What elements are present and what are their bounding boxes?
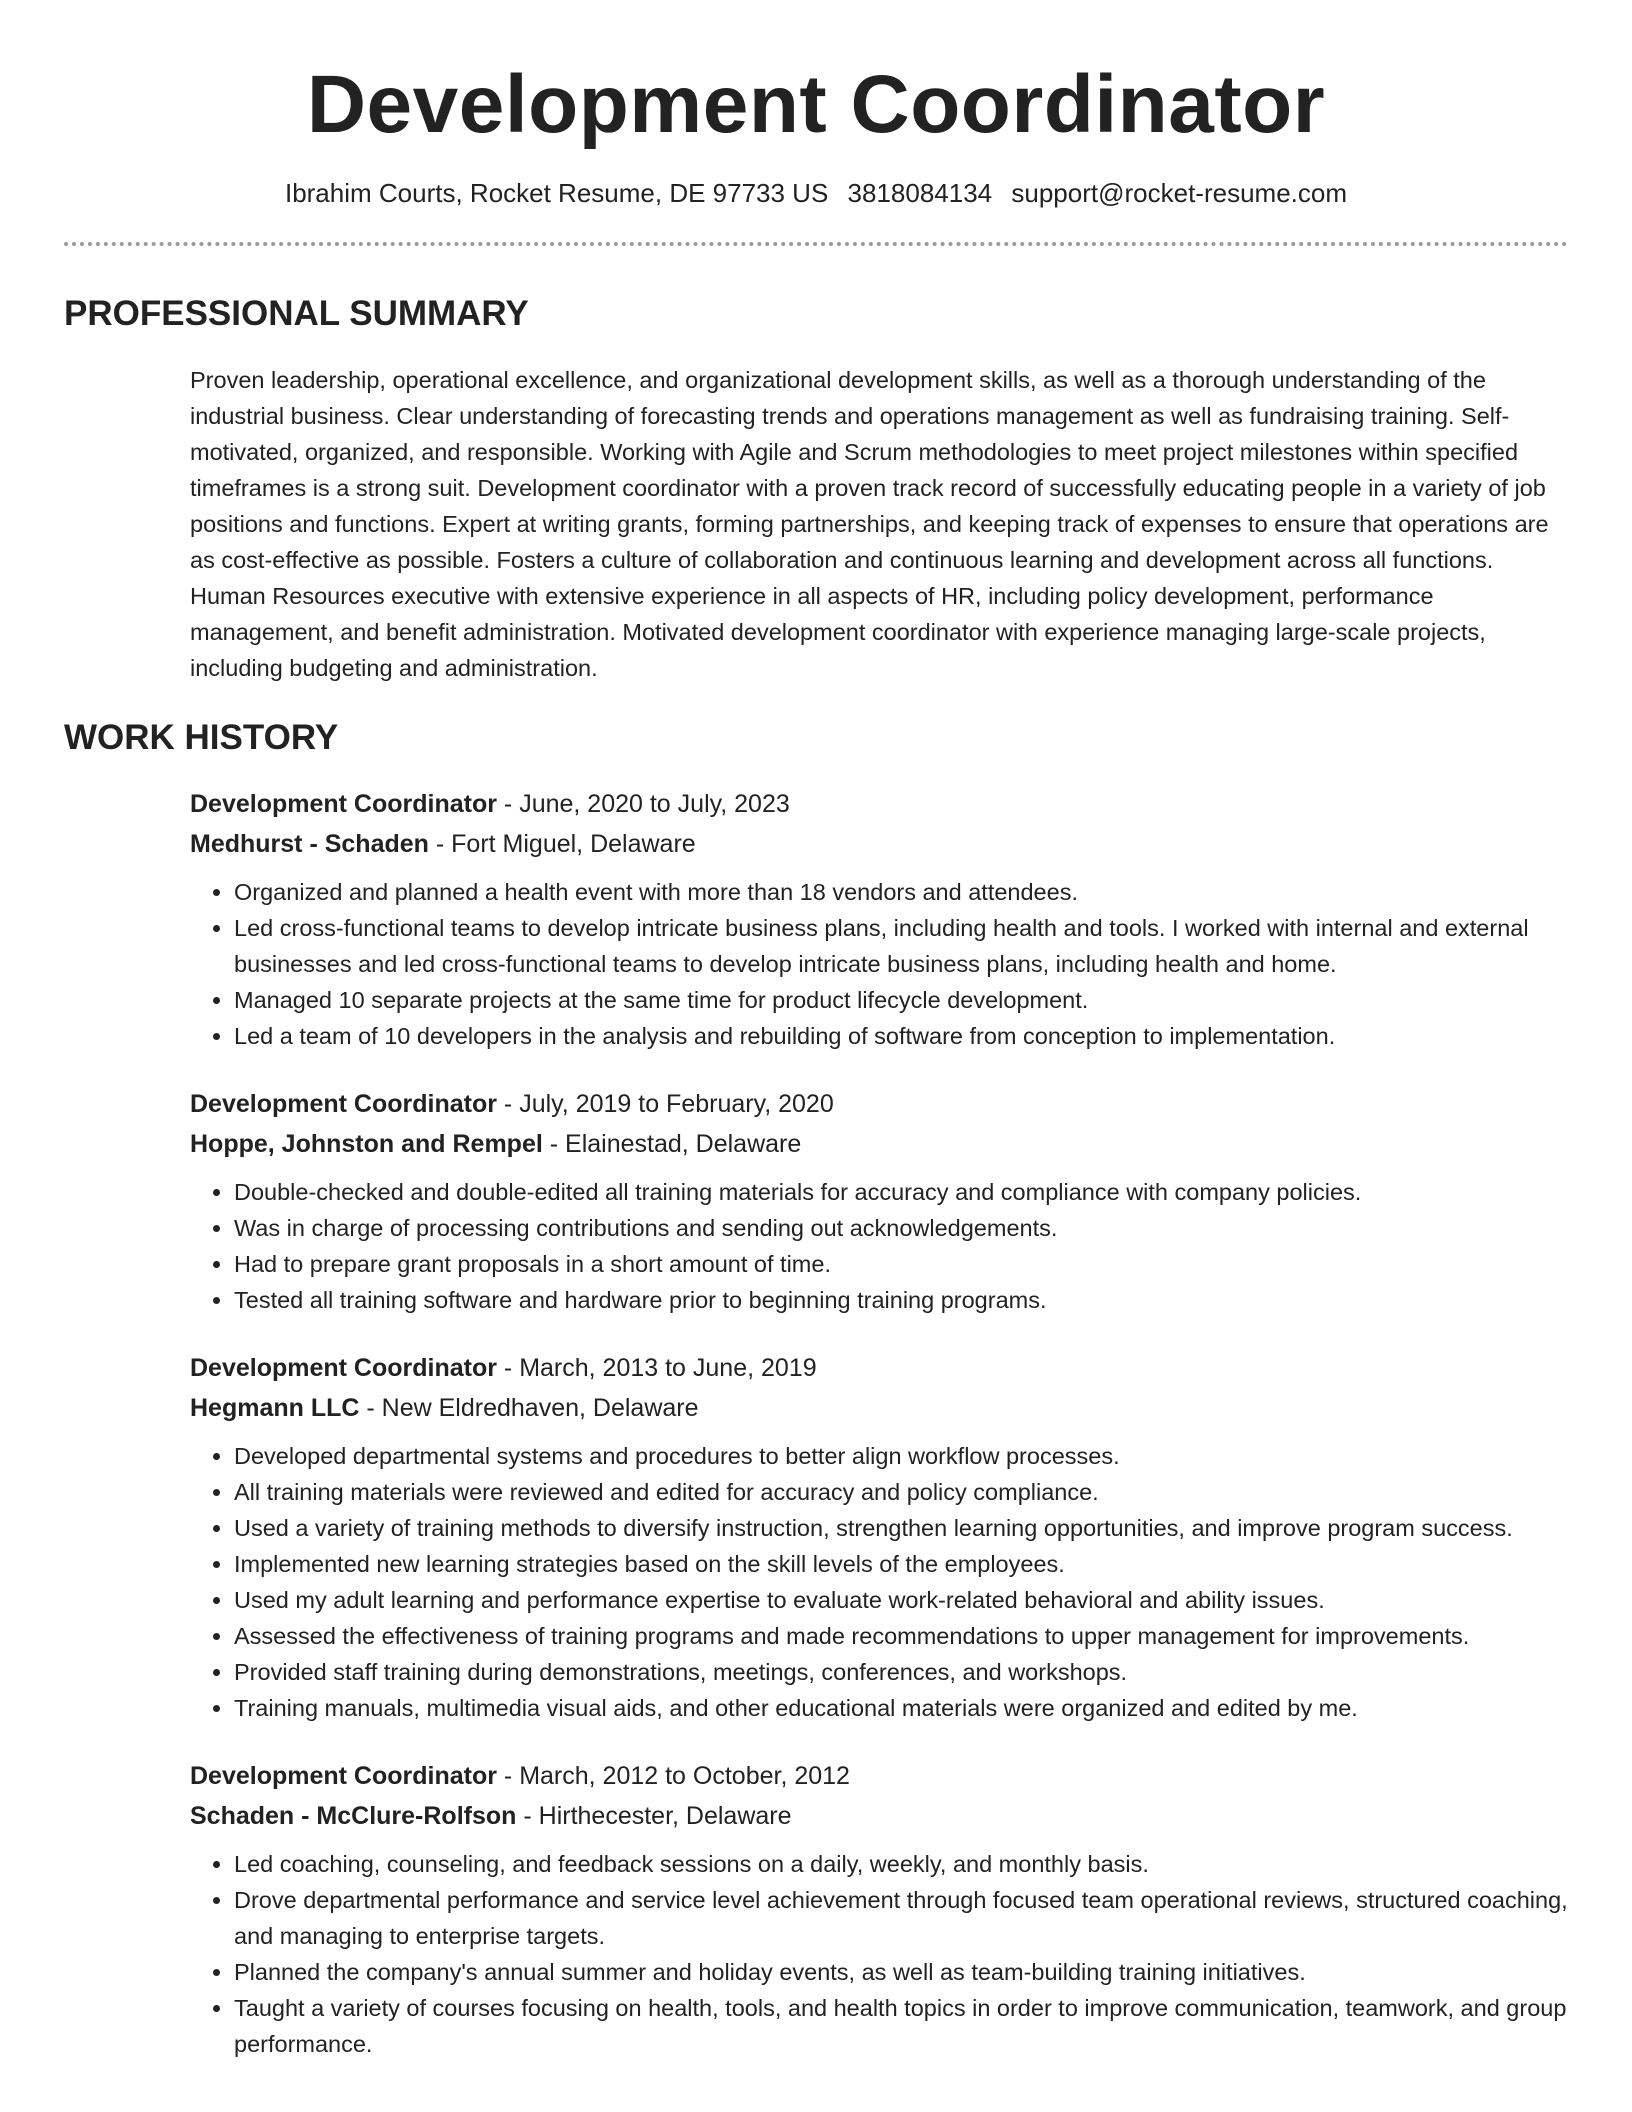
- job-location: - Hirthecester, Delaware: [516, 1802, 792, 1830]
- job-bullets: [190, 874, 1568, 1054]
- job-dates: - March, 2013 to June, 2019: [496, 1354, 817, 1382]
- list-item: • Developed departmental systems and procedures to better align workflow processes.: [234, 1438, 1568, 1474]
- job-bullets: [190, 1846, 1568, 2062]
- contact-line: [64, 176, 1568, 210]
- summary-text: Proven leadership, operational excellence, and organizational development skills, as well as a thorough understanding of the industrial business. Clear understanding of forecasting trends and operations management as well as fundraising training. Self-motivated, organized, and responsible. Working with Agile and Scrum methodologies to meet project milestones within specified timeframes is a strong suit. Development coordinator with a proven track record of successfully educating people in a variety of job positions and functions. Expert at writing grants, forming partnerships, and keeping track of expenses to ensure that operations are as cost-effective as possible. Fosters a culture of collaboration and continuous learning and development across all functions. Human Resources executive with extensive experience in all aspects of HR, including policy development, performance management, and benefit administration. Motivated development coordinator with experience managing large-scale projects, including budgeting and administration.: [190, 367, 1549, 681]
- job-title-line: [190, 784, 1568, 824]
- job-entry: [190, 1084, 1568, 1318]
- resume-name: Development Coordinator: [306, 59, 1326, 150]
- job-role: Development Coordinator: [190, 790, 497, 818]
- list-item: • Taught a variety of courses focusing on health, tools, and health topics in order to improve communication, teamwork, and group performance.: [234, 1990, 1568, 2062]
- summary-heading: PROFESSIONAL SUMMARY: [64, 294, 529, 333]
- job-role: Development Coordinator: [190, 1354, 497, 1382]
- job-role: Development Coordinator: [190, 1762, 497, 1790]
- list-item: • Organized and planned a health event with more than 18 vendors and attendees.: [234, 874, 1568, 910]
- job-location: - Fort Miguel, Delaware: [428, 830, 696, 858]
- list-item: • Assessed the effectiveness of training programs and made recommendations to upper management for improvements.: [234, 1618, 1568, 1654]
- list-item: • Double-checked and double-edited all training materials for accuracy and compliance with company policies.: [234, 1174, 1568, 1210]
- job-bullets: [190, 1438, 1568, 1726]
- work-history-heading: WORK HISTORY: [64, 718, 339, 757]
- job-company: Schaden - McClure-Rolfson: [190, 1802, 517, 1830]
- header-divider: [64, 242, 1568, 246]
- job-company: Hegmann LLC: [190, 1394, 360, 1422]
- job-entry: [190, 784, 1568, 1054]
- list-item: • Training manuals, multimedia visual aids, and other educational materials were organized and edited by me.: [234, 1690, 1568, 1726]
- job-company: Hoppe, Johnston and Rempel: [190, 1130, 543, 1158]
- job-bullets: [190, 1174, 1568, 1318]
- job-location: - New Eldredhaven, Delaware: [359, 1394, 699, 1422]
- job-title-line: [190, 1348, 1568, 1388]
- list-item: • Used my adult learning and performance expertise to evaluate work-related behavioral and ability issues.: [234, 1582, 1568, 1618]
- job-company-line: [190, 1388, 1568, 1428]
- job-title-line: [190, 1084, 1568, 1124]
- list-item: • All training materials were reviewed and edited for accuracy and policy compliance.: [234, 1474, 1568, 1510]
- job-location: - Elainestad, Delaware: [542, 1130, 802, 1158]
- job-company-line: [190, 1124, 1568, 1164]
- list-item: • Led coaching, counseling, and feedback sessions on a daily, weekly, and monthly basis.: [234, 1846, 1568, 1882]
- job-dates: - March, 2012 to October, 2012: [496, 1762, 850, 1790]
- contact-email: support@rocket-resume.com: [1011, 178, 1348, 208]
- job-dates: - June, 2020 to July, 2023: [496, 790, 790, 818]
- list-item: • Drove departmental performance and service level achievement through focused team operational reviews, structured coaching, and managing to enterprise targets.: [234, 1882, 1568, 1954]
- list-item: • Led a team of 10 developers in the analysis and rebuilding of software from conception to implementation.: [234, 1018, 1568, 1054]
- contact-phone: 3818084134: [847, 178, 993, 208]
- job-role: Development Coordinator: [190, 1090, 497, 1118]
- list-item: • Led cross-functional teams to develop intricate business plans, including health and tools. I worked with internal and external businesses and led cross-functional teams to develop intricate business plans, including health and home.: [234, 910, 1568, 982]
- list-item: • Provided staff training during demonstrations, meetings, conferences, and workshops.: [234, 1654, 1568, 1690]
- list-item: • Planned the company's annual summer and holiday events, as well as team-building training initiatives.: [234, 1954, 1568, 1990]
- list-item: • Had to prepare grant proposals in a short amount of time.: [234, 1246, 1568, 1282]
- contact-address: Ibrahim Courts, Rocket Resume, DE 97733 US: [284, 178, 829, 208]
- job-dates: - July, 2019 to February, 2020: [496, 1090, 834, 1118]
- list-item: • Used a variety of training methods to diversify instruction, strengthen learning opportunities, and improve program success.: [234, 1510, 1568, 1546]
- job-entry: [190, 1348, 1568, 1726]
- list-item: • Was in charge of processing contributions and sending out acknowledgements.: [234, 1210, 1568, 1246]
- job-company-line: [190, 1796, 1568, 1836]
- resume-page: [64, 0, 1568, 2062]
- list-item: • Managed 10 separate projects at the same time for product lifecycle development.: [234, 982, 1568, 1018]
- job-entry: [190, 1756, 1568, 2062]
- job-company: Medhurst - Schaden: [190, 830, 429, 858]
- job-company-line: [190, 824, 1568, 864]
- list-item: • Implemented new learning strategies based on the skill levels of the employees.: [234, 1546, 1568, 1582]
- list-item: • Tested all training software and hardware prior to beginning training programs.: [234, 1282, 1568, 1318]
- job-title-line: [190, 1756, 1568, 1796]
